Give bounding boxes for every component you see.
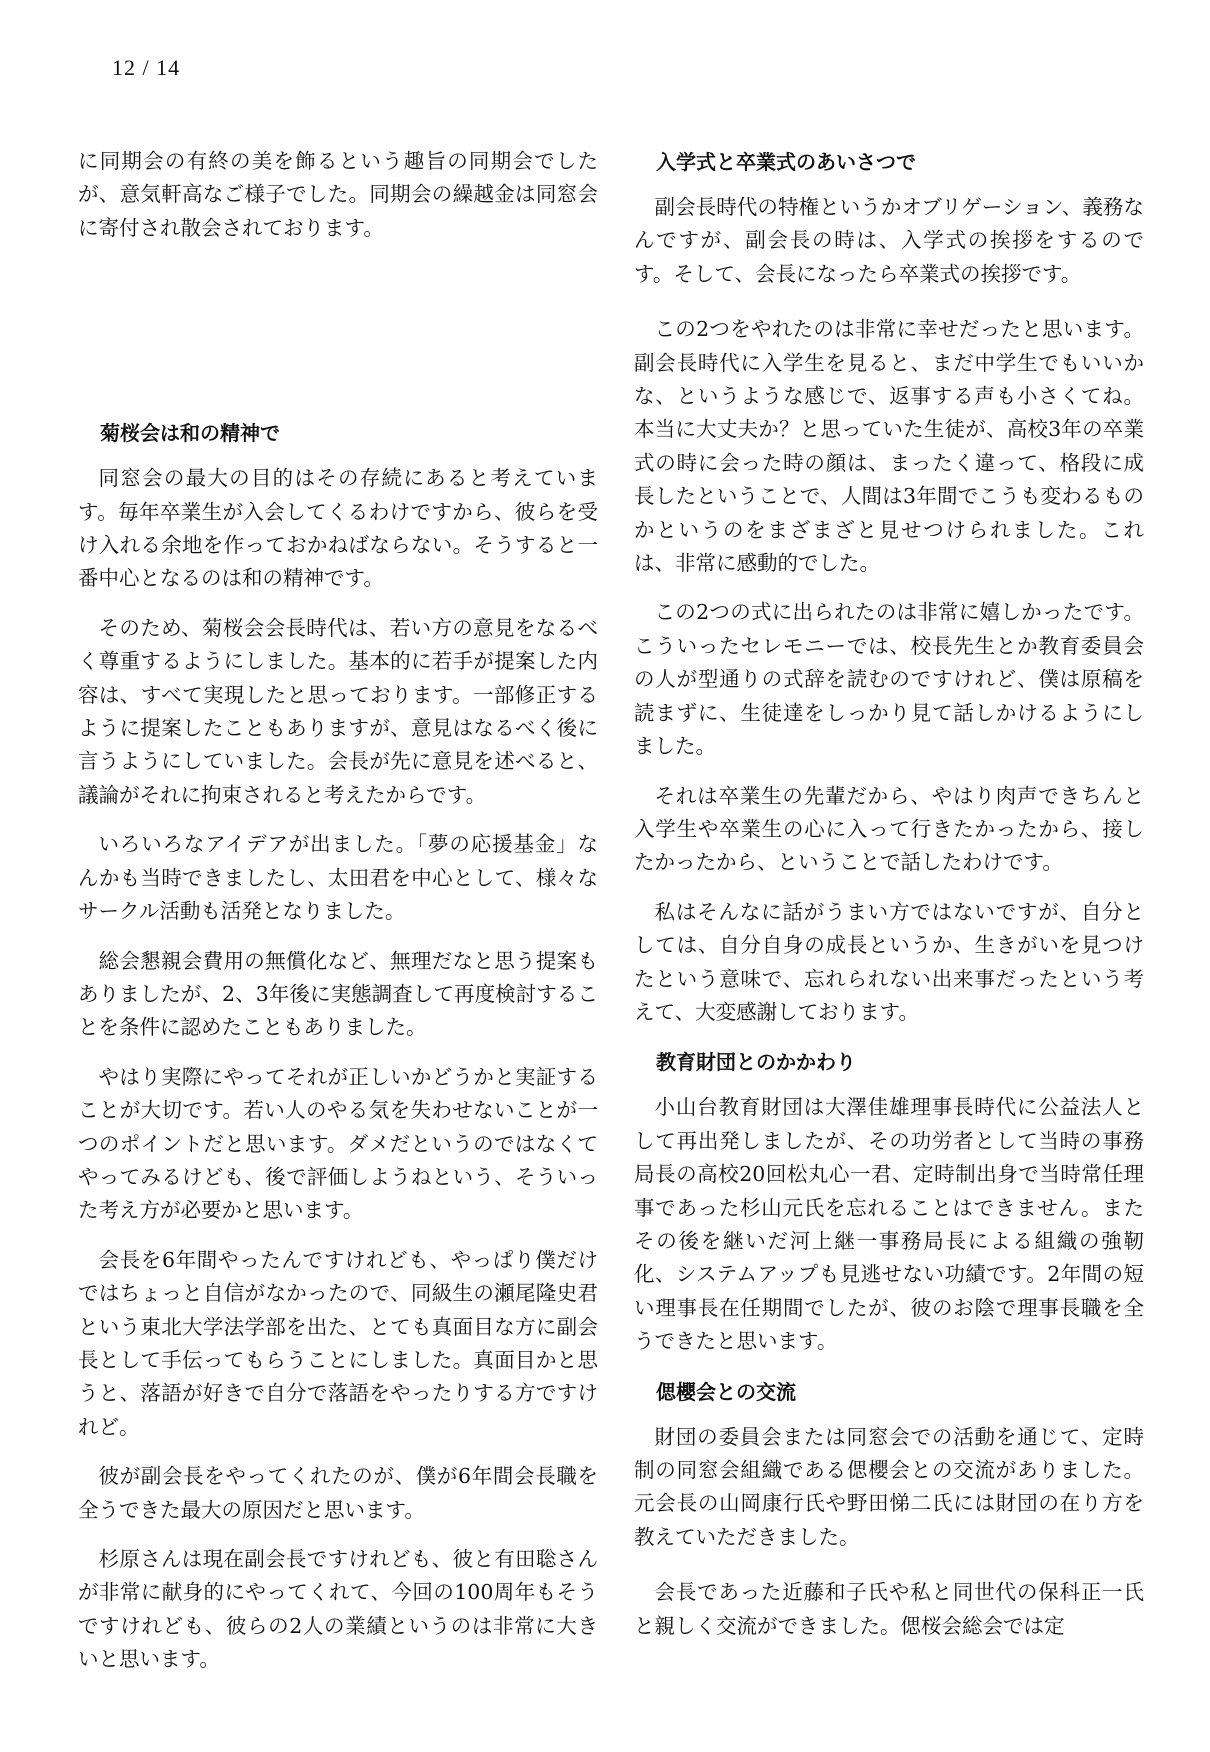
body-paragraph: 会長を6年間やったんですけれども、やっぱり僕だけではちょっと自信がなかったので、同級生の瀬尾隆史君という東北大学法学部を出た、とても真面目な方に副会長として手伝ってもらうことにしました。真面目かと思うと、落語が好きで自分で落語をやったりする方ですけれど。	[78, 1247, 598, 1439]
section-spacer	[78, 261, 598, 416]
right-column	[634, 145, 1144, 1659]
body-paragraph: 私はそんなに話がうまい方ではないですが、自分としては、自分自身の成長というか、生きがいを見つけたという意味で、忘れられない出来事だったという考えて、大変感謝しております。	[634, 899, 1144, 1024]
body-paragraph: やはり実際にやってそれが正しいかどうかと実証することが大切です。若い人のやる気を失わせないことが一つのポイントだと思います。ダメだというのではなくてやってみるけども、後で評価しようねという、そういった考え方が必要かと思います。	[78, 1064, 598, 1223]
section-heading-ceremonies: 入学式と卒業式のあいさつで	[656, 150, 916, 174]
body-paragraph: 総会懇親会費用の無償化など、無理だなと思う提案もありましたが、2、3年後に実態調査して再度検討することを条件に認めたこともありました。	[78, 948, 598, 1040]
body-paragraph: 同窓会の最大の目的はその存続にあると考えています。毎年卒業生が入会してくるわけですから、彼らを受け入れる余地を作っておかねばならない。そうすると一番中心となるのは和の精神です。	[78, 466, 598, 591]
body-paragraph: 彼が副会長をやってくれたのが、僕が6年間会長職を全うできた最大の原因だと思います。	[78, 1464, 598, 1522]
body-paragraph: 小山台教育財団は大澤佳雄理事長時代に公益法人として再出発しましたが、その功労者として当時の事務局長の高校20回松丸心一君、定時制出身で当時常任理事であった杉山元氏を忘れることはできません。またその後を継いだ河上継一事務局長による組織の強靭化、システムアップも見逃せない功績です。2年間の短い理事長在任期間でしたが、彼のお陰で理事長職を全うできたと思います。	[634, 1095, 1144, 1354]
body-paragraph: それは卒業生の先輩だから、やはり肉声できちんと入学生や卒業生の心に入って行きたかったから、接したかったから、ということで話したわけです。	[634, 783, 1144, 875]
body-paragraph: そのため、菊桜会会長時代は、若い方の意見をなるべく尊重するようにしました。基本的に若手が提案した内容は、すべて実現したと思っております。一部修正するように提案したこともありますが、意見はなるべく後に言うようにしていました。会長が先に意見を述べると、議論がそれに拘束されると考えたからです。	[78, 615, 598, 807]
body-paragraph: 杉原さんは現在副会長ですけれども、彼と有田聡さんが非常に献身的にやってくれて、今回の100周年もそうですけれども、彼らの2人の業績というのは非常に大きいと思います。	[78, 1547, 598, 1672]
body-paragraph: 財団の委員会または同窓会での活動を通じて、定時制の同窓会組織である偲櫻会との交流がありました。元会長の山岡康行氏や野田悌二氏には財団の在り方を教えていただきました。	[634, 1424, 1144, 1549]
section-heading-kikuoukai: 菊桜会は和の精神で	[100, 421, 280, 446]
page-number: 12 / 14	[112, 55, 181, 80]
left-column	[78, 145, 598, 1693]
body-paragraph: いろいろなアイデアが出ました。「夢の応援基金」なんかも当時できましたし、太田君を中心として、様々なサークル活動も活発となりました。	[78, 832, 598, 924]
intro-paragraph: に同期会の有終の美を飾るという趣旨の同期会でしたが、意気軒高なご様子でした。同期会の繰越金は同窓会に寄付され散会されております。	[78, 149, 598, 240]
body-paragraph: 会長であった近藤和子氏や私と同世代の保科正一氏と親しく交流ができました。偲桜会総会では定	[634, 1580, 1144, 1638]
section-heading-shioukai: 偲櫻会との交流	[656, 1379, 796, 1404]
body-paragraph: この2つをやれたのは非常に幸せだったと思います。副会長時代に入学生を見ると、まだ中学生でもいいかな、というような感じで、返事する声も小さくてね。本当に大丈夫か？と思っていた生徒が、高校3年の卒業式の時に会った時の顔は、まったく違って、格段に成長したということで、人間は3年間でこうも変わるものかというのをまざまざと見せつけられました。これは、非常に感動的でした。	[634, 317, 1144, 576]
body-paragraph: この2つの式に出られたのは非常に嬉しかったです。こういったセレモニーでは、校長先生とか教育委員会の人が型通りの式辞を読むのですけれど、僕は原稿を読まずに、生徒達をしっかり見て話しかけるようにしました。	[634, 600, 1144, 759]
section-heading-foundation: 教育財団とのかかわり	[656, 1050, 856, 1075]
body-paragraph: 副会長時代の特権というかオブリゲーション、義務なんですが、副会長の時は、入学式の挨拶をするのです。そして、会長になったら卒業式の挨拶です。	[634, 195, 1144, 286]
